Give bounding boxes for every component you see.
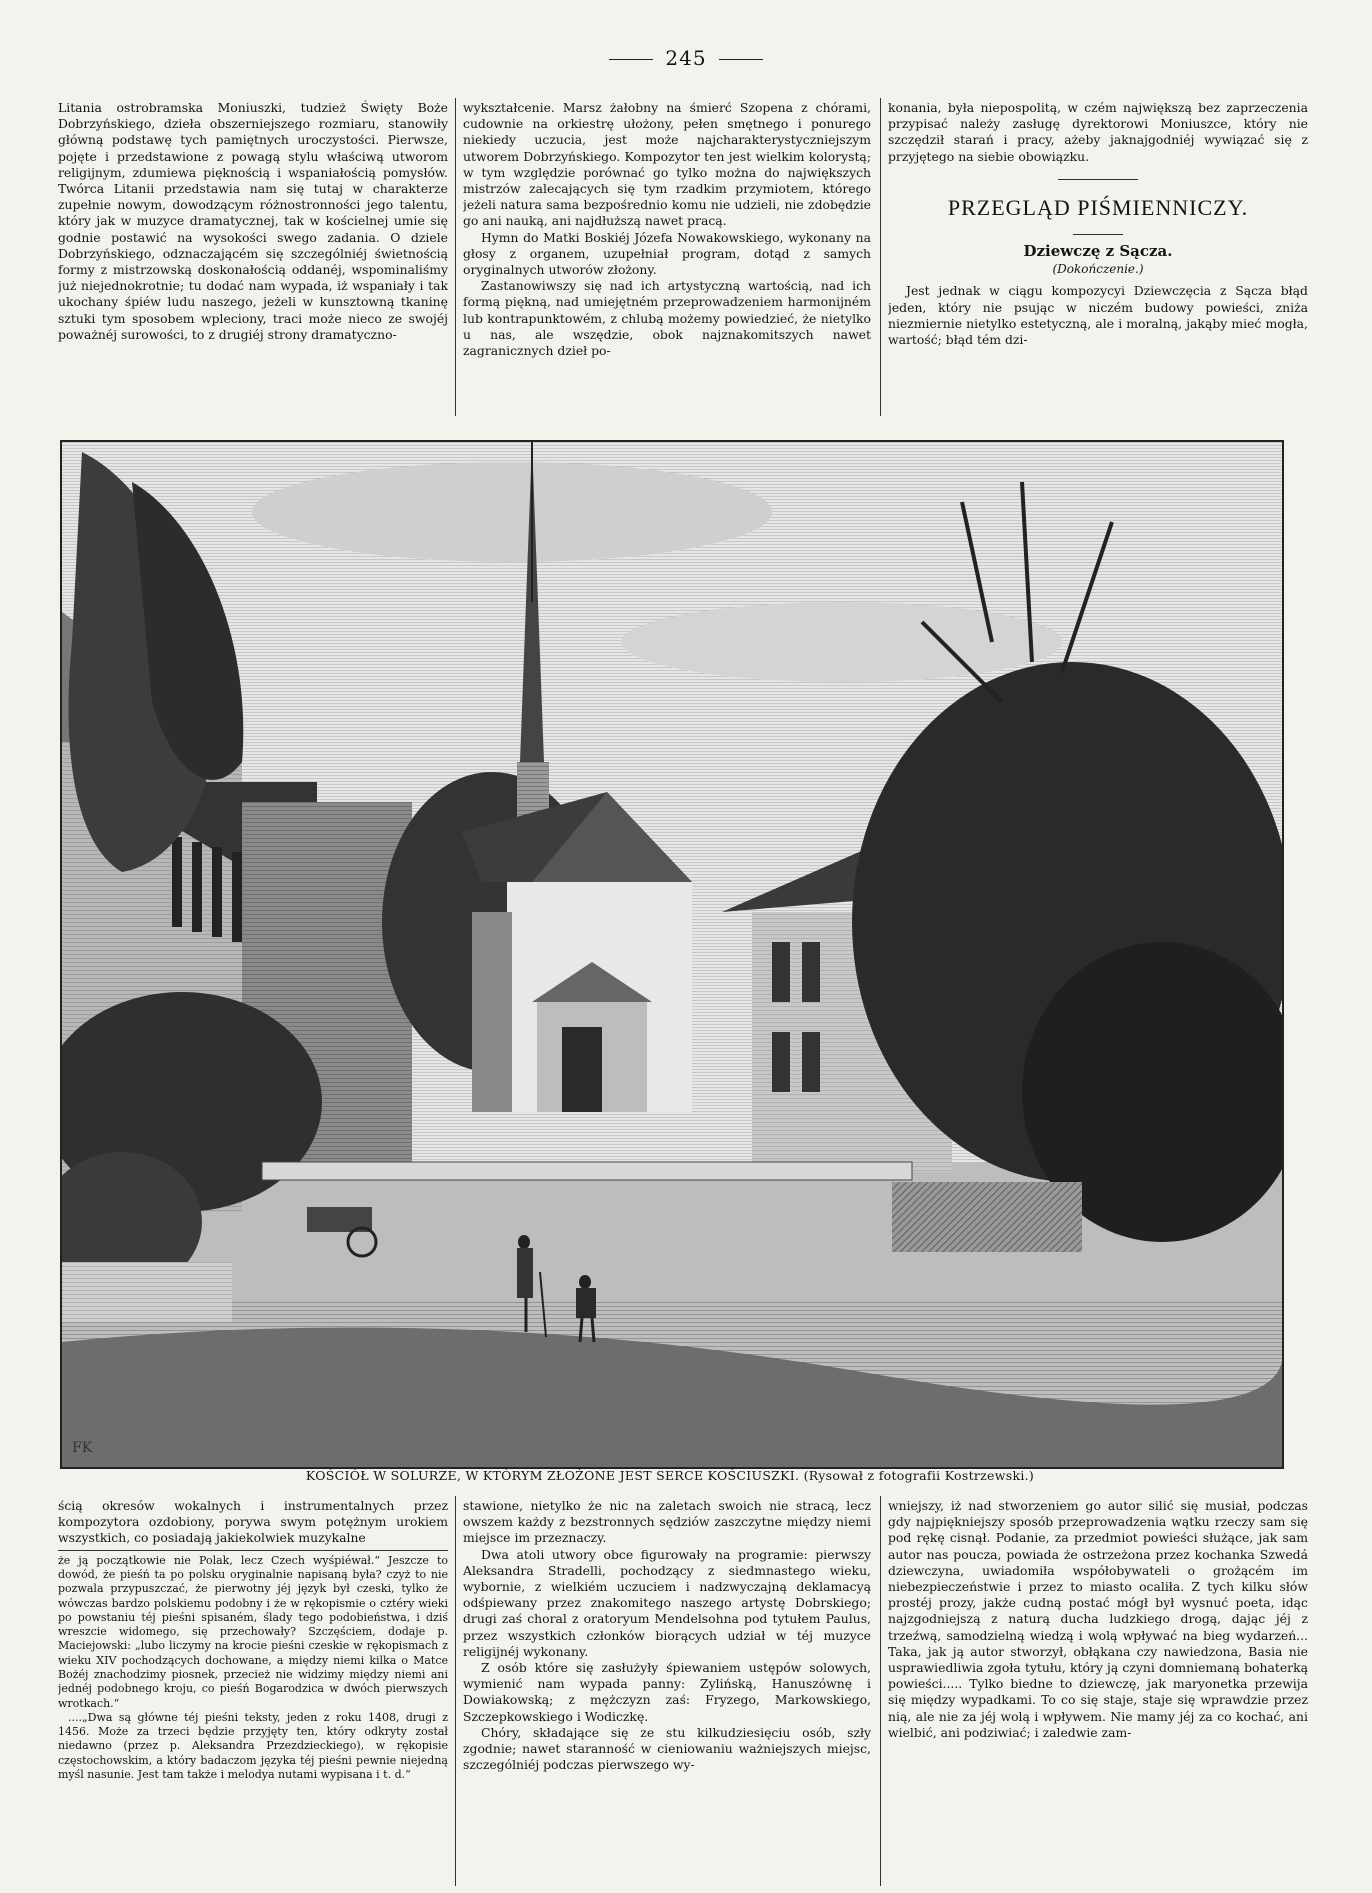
footnote [58, 1554, 448, 1783]
article-title: Dziewczę z Sącza. [1023, 242, 1173, 261]
column-divider [455, 98, 456, 416]
top-column-2 [463, 100, 871, 418]
column-divider [880, 1496, 881, 1886]
paragraph: Hymn do Matki Boskiéj Józefa Nowakowskiego, wykonany na głosy z organem, uzupełniał program, dotąd z samych oryginalnych utworów złożony. [463, 229, 871, 278]
paragraph: Chóry, składające się ze stu kilkudziesięciu osób, szły zgodnie; nawet staranność w cieniowaniu ważniejszych miejsc, szczególniéj podczas pierwszego wy- [463, 1724, 871, 1773]
paragraph: wykształcenie. Marsz żałobny na śmierć Szopena z chórami, cudownie na orkiestrę ułożony, pełen smętnego i ponurego niekiedy uczucia, jest może najcharakterystyczniejszym utworem Dobrzyńskiego. Kompozytor ten jest wielkim kolorystą; w tym względzie porównać go tylko można do największych mistrzów zalecających się tym rzadkim przymiotem, którego jeżeli natura sama bezpośrednio komu nie udzieli, nie zdobędzie go ani nauką, ani najdłuższą nawet pracą. [463, 100, 871, 229]
paragraph: konania, była niepospolitą, w czém największą bez zaprzeczenia przypisać należy zasługę dyrektorowi Moniuszce, który nie szczędził starań i pracy, ażeby jaknajgodniéj wywiązać się z przyjętego na siebie obowiązku. [888, 100, 1308, 164]
paragraph: stawione, nietylko że nic na zaletach swoich nie stracą, lecz owszem każdy z bezstronnych sędziów zaszczytne między niemi miejsce im przeznaczy. [463, 1498, 871, 1546]
engraving-caption: KOŚCIÓŁ W SOLURZE, W KTÓRYM ZŁOŻONE JEST SERCE KOŚCIUSZKI. (Rysował z fotografii Kostrzewski.) [305, 1468, 1035, 1483]
church-engraving [60, 440, 1284, 1469]
page-number: 245 [0, 46, 1372, 70]
paragraph: wniejszy, iż nad stworzeniem go autor silić się musiał, podczas gdy najpiękniejszy sposób przeprowadzenia wątku rzeczy sam się pod rękę cisnął. Podanie, za przedmiot powieści służące, jak sam autor nas poucza, powiada że ostrzeżona przez kochanka Szwedá dziewczyna, uwiadomiła współobywateli o grożącém im niebezpieczeństwie i przez to miasto ocaliła. Z tych kilku słów prostéj prozy, jakże cudną postać mógł był wysnuć poeta, idąc najzgodniejszą z naturą ducha ludzkiego drogą, dając jéj z trzeźwą, samodzielną wiedzą i wolą wpływać na bieg wydarzeń... Taka, jak ją autor stworzył, obłąkana czy nawiedzona, Basia nie usprawiedliwia zgoła tytułu, który ją czyni domniemaną bohaterką powieści..... Tylko biedne to dziewczę, jak maryonetka przewija się między wypadkami. To co się staje, staje się wprawdzie przez nią, ale nie za jéj wolą i wpływem. Nie mamy jéj za co kochać, ani wielbić, ani podziwiać; i zaledwie zam- [888, 1498, 1308, 1740]
top-column-1 [58, 100, 448, 418]
bottom-column-1 [58, 1498, 448, 1888]
separator [1058, 179, 1138, 180]
top-column-3 [888, 100, 1308, 418]
paragraph: Z osób które się zasłużyły śpiewaniem ustępów solowych, wymienić nam wypada panny: Zylińską, Hanuszównę i Dowiakowską; z mężczyzn zaś: Fryzego, Markowskiego, Szczepkowskiego i Wodiczkę. [463, 1660, 871, 1724]
paragraph: Dwa atoli utwory obce figurowały na programie: pierwszy Aleksandra Stradelli, pochodzący z siedmnastego wieku, wybornie, z wielkiém uczuciem i nadzwyczajną deklamacyą odśpiewany przez znakomitego naszego artystę Dobrskiego; drugi zaś choral z oratoryum Mendelsohna pod tytułem Paulus, przez wszystkich członków biorących udział w téj muzyce religijnéj wykonany. [463, 1546, 871, 1659]
paragraph: Litania ostrobramska Moniuszki, tudzież Święty Boże Dobrzyńskiego, dzieła obszerniejszego rozmiaru, stanowiły główną podstawę tych pamiętnych uroczystości. Pierwsze, pojęte i przedstawione z powagą stylu właściwą utworom religijnym, zdumiewa pięknością i wspaniałością pomysłów. Twórca Litanii przedstawia nam się tutaj w charakterze zupełnie nowym, dowodzącym różnostronności jego talentu, który jak w muzyce dramatycznej, tak w kościelnej umie się godnie postawić na wysokości swego zadania. O dziele Dobrzyńskiego, odznaczającém się szczególniéj świetnością formy z mistrzowską doskonałością oddanéj, wspominaliśmy już niejednokrotnie; tu dodać nam wypada, iż wspaniały i tak ukochany śpiéw ludu naszego, jeżeli w kunsztowną tkaninę sztuki tym sposobem wpleciony, traci może nieco ze swojéj poważnéj surowości, to z drugiéj strony dramatyczno- [58, 100, 448, 342]
column-divider [880, 98, 881, 416]
paragraph: Jest jednak w ciągu kompozycyi Dziewczęcia z Sącza błąd jeden, który nie psując w niczém budowy powieści, zniża niezmiernie nietylko estetyczną, ale i moralną, jakąby mieć mogła, wartość; błąd tém dzi- [888, 283, 1308, 348]
bottom-column-3 [888, 1498, 1308, 1888]
paragraph: ścią okresów wokalnych i instrumentalnych przez kompozytora ozdobiony, porywa swym potężnym urokiem wszystkich, co posiadają jakiekolwiek muzykalne [58, 1498, 448, 1546]
engraving-image [62, 442, 1282, 1467]
bottom-column-2 [463, 1498, 871, 1888]
section-title: PRZEGLĄD PIŚMIENNICZY. [947, 194, 1249, 220]
paragraph: Zastanowiwszy się nad ich artystyczną wartością, nad ich formą piękną, nad umiejętném przeprowadzeniem harmonijném lub kontrapunktowém, z chlubą możemy powiedzieć, że nietylko u nas, ale wszędzie, obok najznakomitszych nawet zagranicznych dzieł po- [463, 278, 871, 359]
column-divider [455, 1496, 456, 1886]
footnote-rule [58, 1550, 448, 1551]
footnote-paragraph: ....„Dwa są główne téj pieśni teksty, jeden z roku 1408, drugi z 1456. Może za trzeci będzie przyjęty ten, który odkryty został niedawno (przez p. Aleksandra Przezdzieckiego), w rękopisie częstochowskim, a który badaczom języka téj pieśni pewnie niejedną myśl nasunie. Jest tam także i melodya nutami wypisana i t. d.“ [58, 1710, 448, 1782]
article-note: (Dokończenie.) [1052, 262, 1144, 277]
separator [1073, 234, 1123, 235]
footnote-paragraph: że ją początkowie nie Polak, lecz Czech wyśpiéwał.“ Jeszcze to dowód, że pieśń ta po polsku oryginalnie napisaną była? czyż to nie pozwala przypuszczać, że pierwotny jéj język był czeski, tylko że wówczas bardzo polskiemu podobny i że w rękopismie o cztéry wieki po powstaniu téj pieśni spisaném, ślady tego podobieństwa, i dziś wreszcie widomego, się przechowały? Szczęściem, dodaje p. Maciejowski: „lubo liczymy na krocie pieśni czeskie w rękopismach z wieku XIV pochodzących dochowane, a między niemi kilka o Matce Bożéj znachodzimy piosnek, przecież nie widzimy między niemi ani jednéj podobnego kroju, co pieśń Bogarodzica w dwóch pierwszych wrotkach.“ [58, 1553, 448, 1710]
engraver-signature: FK [72, 1440, 93, 1456]
